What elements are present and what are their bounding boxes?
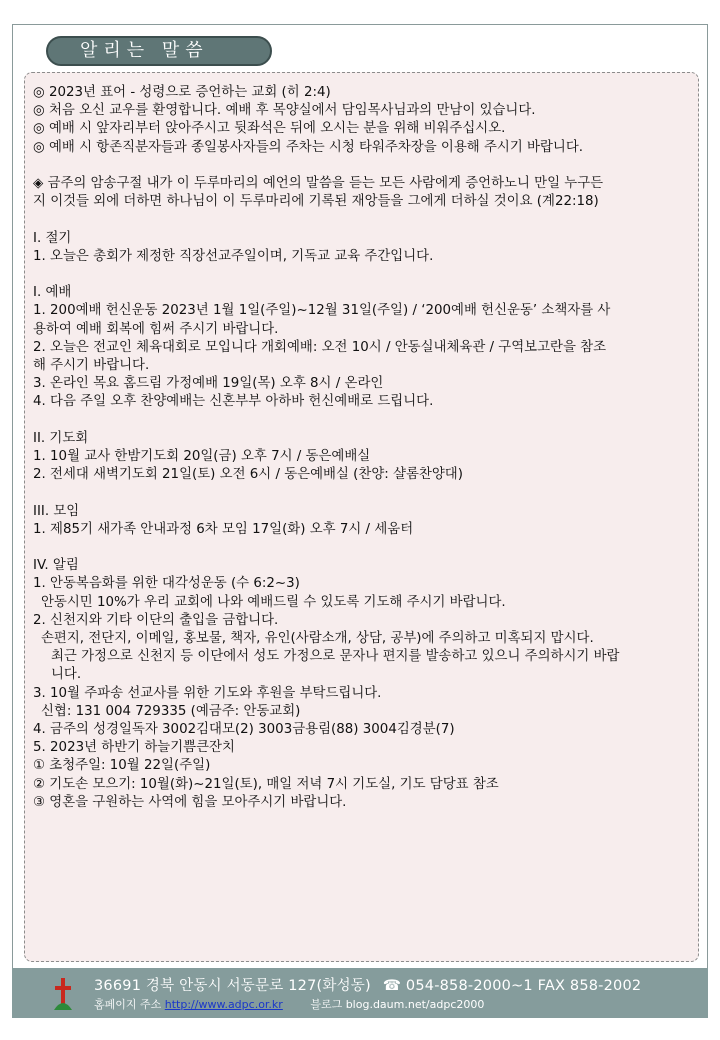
notice-item: 3. 온라인 목요 홈드림 가정예배 19일(목) 오후 8시 / 온라인 — [33, 376, 384, 392]
notice-item: 안동시민 10%가 우리 교회에 나와 예배드릴 수 있도록 기도해 주시기 바랍니다. — [41, 594, 506, 610]
section-heading-prayer: II. 기도회 — [33, 430, 89, 446]
footer-web-line — [94, 996, 484, 1012]
notice-line: ◎ 2023년 표어 - 성령으로 증언하는 교회 (히 2:4) — [33, 85, 331, 100]
notice-item: 손편지, 전단지, 이메일, 홍보물, 책자, 유인(사람소개, 상담, 공부)에 주의하고 미혹되지 맙시다. — [41, 631, 594, 646]
notice-item: 1. 10월 교사 한밤기도회 20일(금) 오후 7시 / 동은예배실 — [33, 449, 371, 464]
notice-item: 해 주시기 바랍니다. — [33, 358, 150, 373]
footer-address: 36691 경북 안동시 서동문로 127(화성동) — [94, 978, 371, 994]
page-title: 알리는 말씀 — [46, 36, 272, 66]
notice-item: 2. 전세대 새벽기도회 21일(토) 오전 6시 / 동은예배실 (찬양: 샬롬찬양대) — [33, 467, 463, 483]
notice-item: 용하여 예배 회복에 힘써 주시기 바랍니다. — [33, 321, 279, 337]
notice-line: ◎ 예배 시 항존직분자들과 종일봉사자들의 주차는 시청 타워주차장을 이용해 주시기 바랍니다. — [33, 139, 584, 155]
notice-item: ③ 영혼을 구원하는 사역에 힘을 모아주시기 바랍니다. — [33, 794, 347, 810]
notice-item: 4. 금주의 성경일독자 3002김대모(2) 3003금용림(88) 3004김경분(7) — [33, 722, 455, 738]
notice-item: 1. 안동복음화를 위한 대각성운동 (수 6:2~3) — [33, 576, 300, 592]
notice-item: 2. 신천지와 기타 이단의 출입을 금합니다. — [33, 612, 279, 628]
church-cross-logo-icon — [52, 976, 74, 1012]
blog-address: 블로그 blog.daum.net/adpc2000 — [310, 998, 485, 1011]
homepage-label: 홈페이지 주소 — [94, 998, 162, 1011]
section-heading-worship: I. 예배 — [33, 285, 72, 301]
notice-item: 신협: 131 004 729335 (예금주: 안동교회) — [41, 703, 301, 719]
memory-verse-line: ◈ 금주의 암송구절 내가 이 두루마리의 예언의 말씀을 듣는 모든 사람에게 증언하노니 만일 누구든 — [33, 176, 604, 191]
footer — [12, 968, 708, 1018]
notice-item: 2. 오늘은 전교인 체육대회로 모입니다 개회예배: 오전 10시 / 안동실내체육관 / 구역보고란을 참조 — [33, 339, 607, 355]
section-heading-season: I. 절기 — [33, 230, 72, 246]
notice-content — [33, 84, 693, 812]
notice-item: 최근 가정으로 신천지 등 이단에서 성도 가정으로 문자나 편지를 발송하고 있으니 주의하시기 바랍 — [51, 649, 620, 665]
notice-item: ① 초청주일: 10월 22일(주일) — [33, 758, 211, 774]
notice-item: 니다. — [51, 667, 82, 683]
homepage-link[interactable]: http://www.adpc.or.kr — [164, 998, 283, 1011]
notice-item: 1. 제85기 새가족 안내과정 6차 모임 17일(화) 오후 7시 / 세움터 — [33, 521, 414, 537]
notice-line: ◎ 처음 오신 교우를 환영합니다. 예배 후 목양실에서 담임목사님과의 만남이 있습니다. — [33, 103, 536, 119]
section-heading-news: IV. 알림 — [33, 558, 79, 574]
notice-item: 4. 다음 주일 오후 찬양예배는 신혼부부 아하바 헌신예배로 드립니다. — [33, 394, 434, 410]
notice-item: ② 기도손 모으기: 10월(화)~21일(토), 매일 저녁 7시 기도실, 기도 담당표 참조 — [33, 776, 499, 792]
memory-verse-line: 지 이것들 외에 더하면 하나님이 이 두루마리에 기록된 재앙들을 그에게 더하실 것이요 (계22:18) — [33, 194, 599, 210]
notice-item: 1. 200예배 헌신운동 2023년 1월 1일(주일)~12월 31일(주일) / ‘200예배 헌신운동’ 소책자를 사 — [33, 303, 611, 319]
footer-phone: 054-858-2000~1 FAX 858-2002 — [405, 978, 642, 994]
notice-line: ◎ 예배 시 앞자리부터 앉아주시고 뒷좌석은 뒤에 오시는 분을 위해 비워주십시오. — [33, 121, 506, 137]
footer-contact-line — [94, 974, 641, 995]
phone-icon: ☎ — [382, 978, 402, 994]
notice-item: 5. 2023년 하반기 하늘기쁨큰잔치 — [33, 740, 235, 756]
section-heading-meeting: III. 모임 — [33, 503, 80, 519]
notice-item: 3. 10월 주파송 선교사를 위한 기도와 후원을 부탁드립니다. — [33, 685, 382, 701]
notice-item: 1. 오늘은 총회가 제정한 직장선교주일이며, 기독교 교육 주간입니다. — [33, 248, 434, 264]
